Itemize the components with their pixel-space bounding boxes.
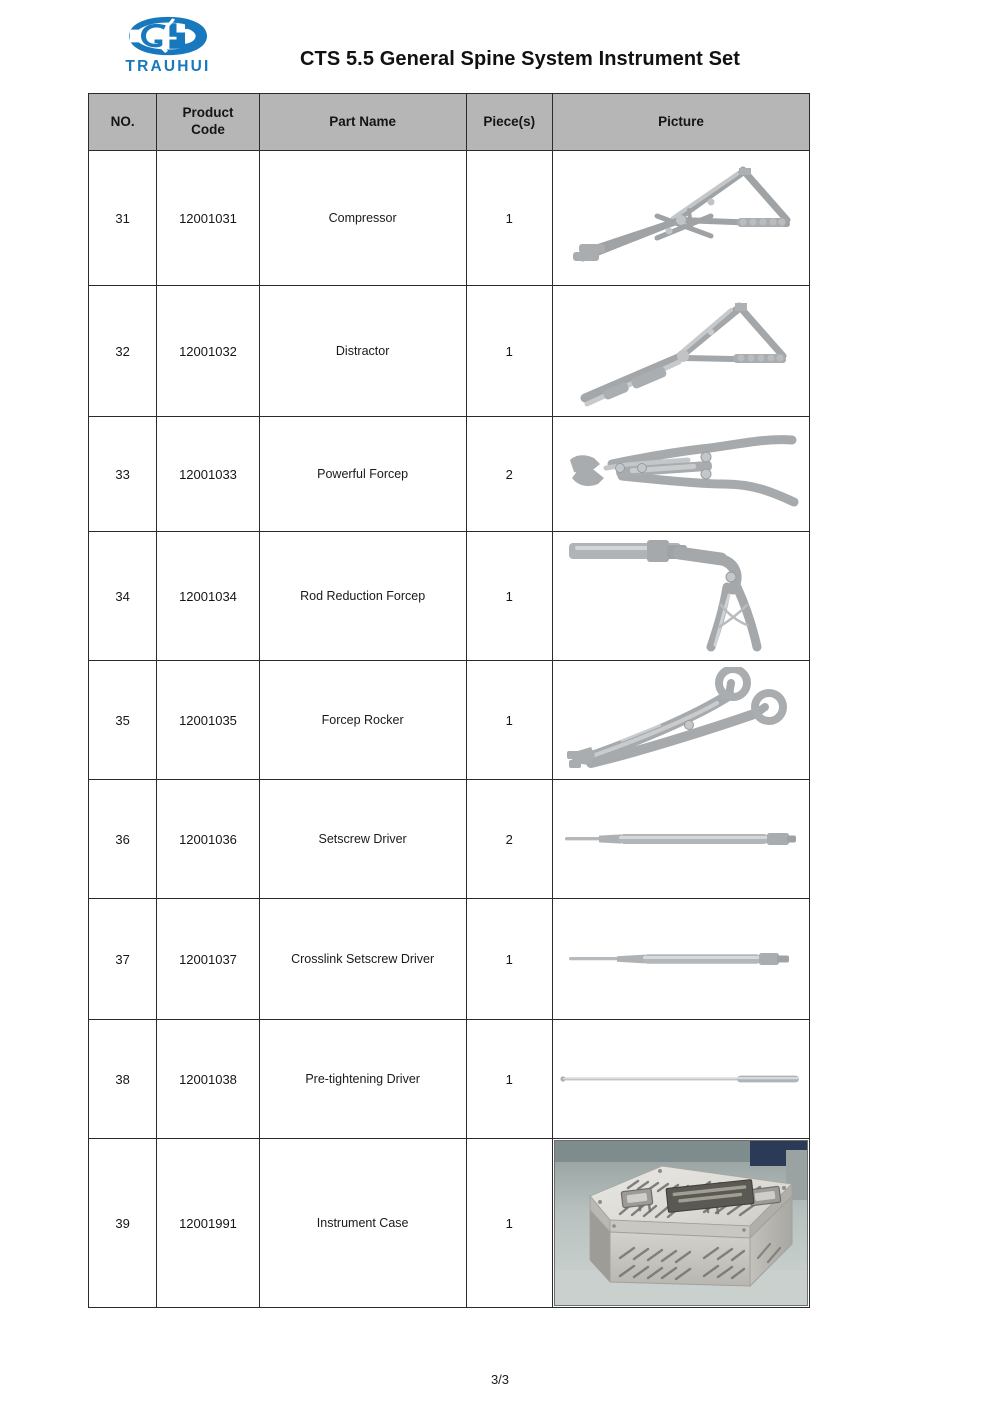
column-header-no: NO. <box>89 94 157 151</box>
table-row <box>89 286 810 417</box>
cell-code: 12001034 <box>157 532 259 661</box>
cell-no: 34 <box>89 532 157 661</box>
cell-picture <box>552 899 809 1020</box>
table-header-row <box>89 94 810 151</box>
cell-code: 12001035 <box>157 661 259 780</box>
pre-tightening-driver-instrument-photo <box>557 1061 805 1097</box>
cell-part-name: Crosslink Setscrew Driver <box>259 899 466 1020</box>
column-header-product-code-line1: Product <box>182 105 234 121</box>
cell-pieces: 1 <box>466 1020 552 1139</box>
setscrew-driver-instrument-photo <box>559 819 803 859</box>
cell-part-name: Rod Reduction Forcep <box>259 532 466 661</box>
cell-pieces: 1 <box>466 532 552 661</box>
cell-code: 12001991 <box>157 1139 259 1308</box>
table-row <box>89 532 810 661</box>
cell-no: 35 <box>89 661 157 780</box>
cell-picture <box>552 532 809 661</box>
powerful-forcep-instrument-photo <box>560 424 802 524</box>
cell-picture <box>552 1020 809 1139</box>
cell-pieces: 1 <box>466 151 552 286</box>
forcep-rocker-instrument-photo <box>561 667 801 773</box>
cell-no: 31 <box>89 151 157 286</box>
cell-no: 36 <box>89 780 157 899</box>
table-row <box>89 1139 810 1308</box>
cell-code: 12001038 <box>157 1020 259 1139</box>
cell-picture <box>552 417 809 532</box>
table-row <box>89 417 810 532</box>
cell-no: 37 <box>89 899 157 1020</box>
table-row <box>89 1020 810 1139</box>
table-row <box>89 899 810 1020</box>
cell-part-name: Compressor <box>259 151 466 286</box>
cell-no: 38 <box>89 1020 157 1139</box>
cell-pieces: 2 <box>466 417 552 532</box>
distractor-instrument-photo <box>561 292 801 410</box>
table-body <box>89 151 810 1308</box>
column-header-picture: Picture <box>552 94 809 151</box>
cell-code: 12001031 <box>157 151 259 286</box>
cell-code: 12001037 <box>157 899 259 1020</box>
compressor-instrument-photo <box>561 158 801 278</box>
cell-code: 12001033 <box>157 417 259 532</box>
cell-pieces: 1 <box>466 899 552 1020</box>
cell-no: 33 <box>89 417 157 532</box>
parts-table <box>88 93 810 1308</box>
cell-pieces: 1 <box>466 1139 552 1308</box>
rod-reduction-forcep-instrument-photo <box>561 537 801 655</box>
cell-picture <box>552 286 809 417</box>
cell-picture <box>552 661 809 780</box>
cell-part-name: Powerful Forcep <box>259 417 466 532</box>
cell-part-name: Instrument Case <box>259 1139 466 1308</box>
cell-picture <box>552 780 809 899</box>
column-header-pieces: Piece(s) <box>466 94 552 151</box>
page-header <box>0 0 1000 88</box>
page-number: 3/3 <box>490 1372 510 1387</box>
cell-pieces: 1 <box>466 286 552 417</box>
column-header-product-code-line2: Code <box>191 122 225 137</box>
cell-part-name: Setscrew Driver <box>259 780 466 899</box>
crosslink-setscrew-driver-instrument-photo <box>559 939 803 979</box>
table-row <box>89 661 810 780</box>
column-header-product-code <box>157 94 259 151</box>
cell-code: 12001036 <box>157 780 259 899</box>
table-row <box>89 151 810 286</box>
page-title: CTS 5.5 General Spine System Instrument Set <box>300 48 740 70</box>
cell-pieces: 2 <box>466 780 552 899</box>
parts-table-container <box>88 93 810 1308</box>
cell-no: 39 <box>89 1139 157 1308</box>
cell-part-name: Pre-tightening Driver <box>259 1020 466 1139</box>
cell-part-name: Distractor <box>259 286 466 417</box>
table-header <box>89 94 810 151</box>
cell-pieces: 1 <box>466 661 552 780</box>
cell-part-name: Forcep Rocker <box>259 661 466 780</box>
brand-wordmark: TRAUHUI <box>125 58 211 75</box>
column-header-part-name: Part Name <box>259 94 466 151</box>
cell-picture <box>552 1139 809 1308</box>
cell-picture <box>552 151 809 286</box>
page-footer <box>0 1372 1000 1387</box>
table-row <box>89 780 810 899</box>
instrument-case-photo <box>554 1140 808 1306</box>
cell-code: 12001032 <box>157 286 259 417</box>
cell-no: 32 <box>89 286 157 417</box>
